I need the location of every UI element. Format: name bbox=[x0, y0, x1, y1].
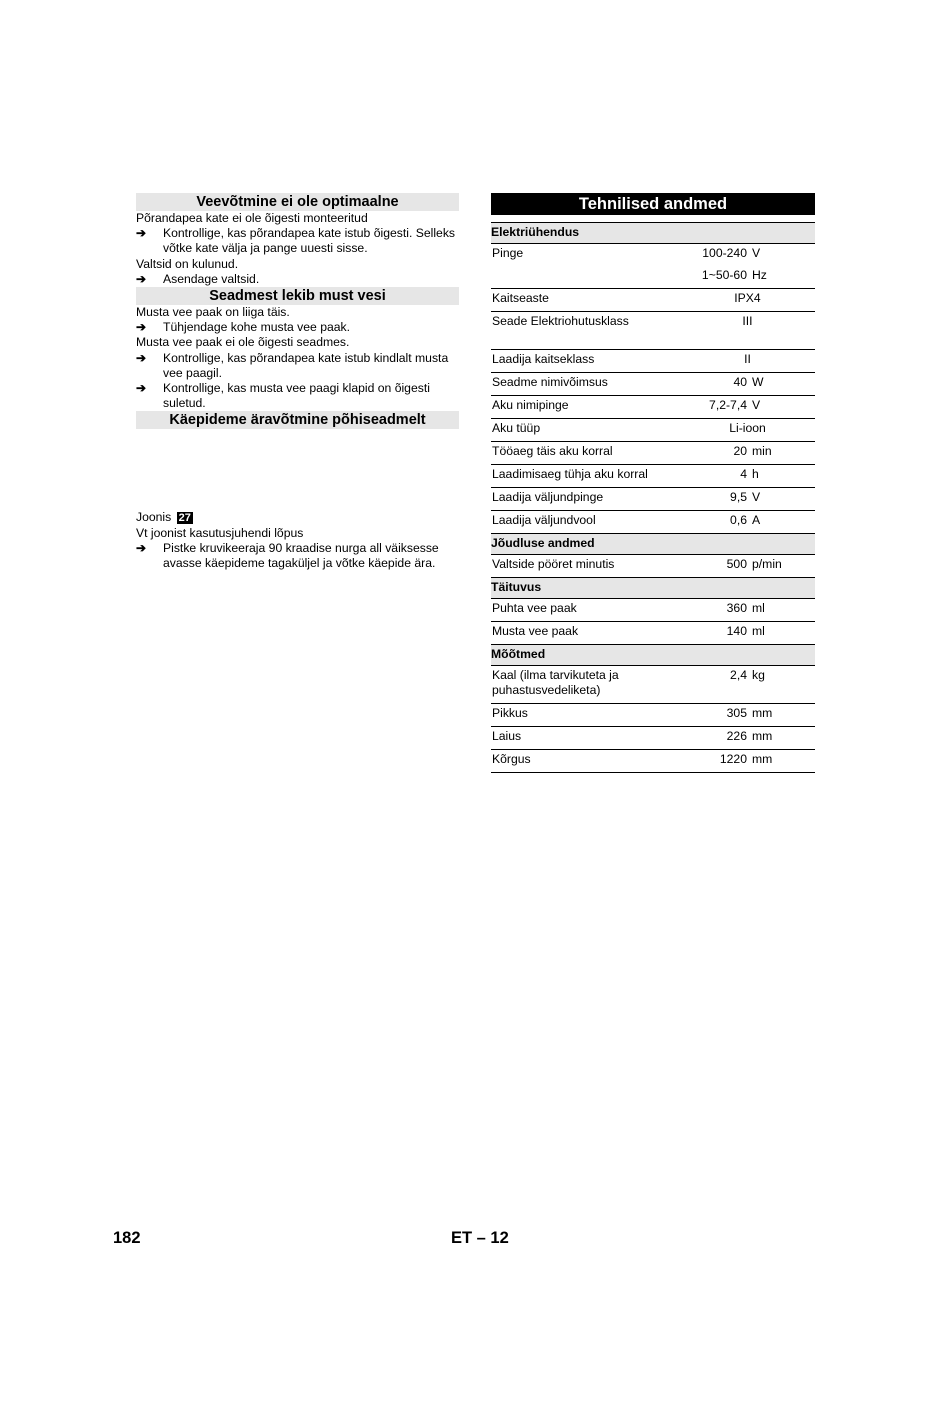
table-row: Musta vee paak 140 ml bbox=[491, 622, 815, 645]
technical-data-table bbox=[491, 222, 815, 773]
arrow-icon: ➔ bbox=[136, 350, 147, 365]
spacer bbox=[136, 429, 459, 510]
table-row: Laadija kaitseklass II bbox=[491, 350, 815, 373]
table-row: Kõrgus 1220 mm bbox=[491, 750, 815, 773]
arrow-icon: ➔ bbox=[136, 381, 147, 396]
table-row: Kaitseaste IPX4 bbox=[491, 289, 815, 312]
cause-text: Musta vee paak ei ole õigesti seadmes. bbox=[136, 335, 350, 350]
arrow-icon: ➔ bbox=[136, 226, 147, 241]
figure-number-badge: 27 bbox=[178, 512, 191, 525]
technical-data-heading: Tehnilised andmed bbox=[491, 193, 815, 215]
cause-text: Musta vee paak on liiga täis. bbox=[136, 305, 290, 320]
figure-note: Vt joonist kasutusjuhendi lõpus bbox=[136, 525, 304, 540]
table-row: Seadme nimivõimsus 40 W bbox=[491, 373, 815, 396]
table-group-row: Jõudluse andmed bbox=[491, 534, 815, 555]
page-code: ET – 12 bbox=[451, 1229, 509, 1247]
remedy-step: ➔ Asendage valtsid. bbox=[136, 271, 260, 286]
table-row: Puhta vee paak 360 ml bbox=[491, 599, 815, 622]
figure-reference: Joonis 27 bbox=[136, 510, 191, 525]
table-row: Pikkus 305 mm bbox=[491, 704, 815, 727]
cause-text: Valtsid on kulunud. bbox=[136, 256, 239, 271]
arrow-icon: ➔ bbox=[136, 320, 147, 335]
table-row: Tööaeg täis aku korral 20 min bbox=[491, 442, 815, 465]
table-row: Pinge 100-240 V bbox=[492, 246, 761, 260]
remedy-step: ➔ Kontrollige, kas põrandapea kate istub kindlalt musta vee paagil. bbox=[136, 350, 449, 380]
remedy-step: ➔ Kontrollige, kas põrandapea kate istub õigesti. Selleks võtke kate välja ja pange uuesti sisse. bbox=[136, 226, 456, 256]
table-row: Laius 226 mm bbox=[491, 727, 815, 750]
table-row: Valtside pööret minutis 500 p/min bbox=[491, 555, 815, 578]
table-row: Laadimisaeg tühja aku korral 4 h bbox=[491, 465, 815, 488]
section-heading-dirty-water-leak: Seadmest lekib must vesi bbox=[136, 287, 459, 305]
table-row: Aku tüüp Li-ioon bbox=[491, 419, 815, 442]
page-number: 182 bbox=[113, 1229, 141, 1247]
table-row: Laadija väljundpinge 9,5 V bbox=[491, 488, 815, 511]
technical-data-column bbox=[491, 193, 815, 773]
section-heading-water-pickup: Veevõtmine ei ole optimaalne bbox=[136, 193, 459, 211]
remedy-step: ➔ Tühjendage kohe musta vee paak. bbox=[136, 320, 351, 335]
table-group-row: Elektriühendus bbox=[491, 223, 815, 244]
table-row: Aku nimipinge 7,2-7,4 V bbox=[491, 396, 815, 419]
table-row: Seade Elektriohutusklass III bbox=[491, 312, 815, 350]
remedy-step: ➔ Pistke kruvikeeraja 90 kraadise nurga all väiksesse avasse käepideme tagaküljel ja võtke käepide ära. bbox=[136, 540, 439, 571]
remedy-step: ➔ Kontrollige, kas musta vee paagi klapid on õigesti suletud. bbox=[136, 381, 430, 411]
table-row: Laadija väljundvool 0,6 A bbox=[491, 511, 815, 534]
table-group-row: Täituvus bbox=[491, 578, 815, 599]
cause-text: Põrandapea kate ei ole õigesti monteeritud bbox=[136, 211, 368, 225]
table-row: 1~50-60 Hz bbox=[491, 266, 815, 289]
arrow-icon: ➔ bbox=[136, 271, 147, 286]
table-group-row: Mõõtmed bbox=[491, 645, 815, 666]
troubleshooting-column bbox=[136, 193, 459, 571]
section-heading-handle-removal: Käepideme äravõtmine põhiseadmelt bbox=[136, 411, 459, 429]
arrow-icon: ➔ bbox=[136, 540, 147, 555]
table-row: Kaal (ilma tarvikuteta ja puhastusvedeliketa) 2,4 kg bbox=[491, 666, 815, 704]
